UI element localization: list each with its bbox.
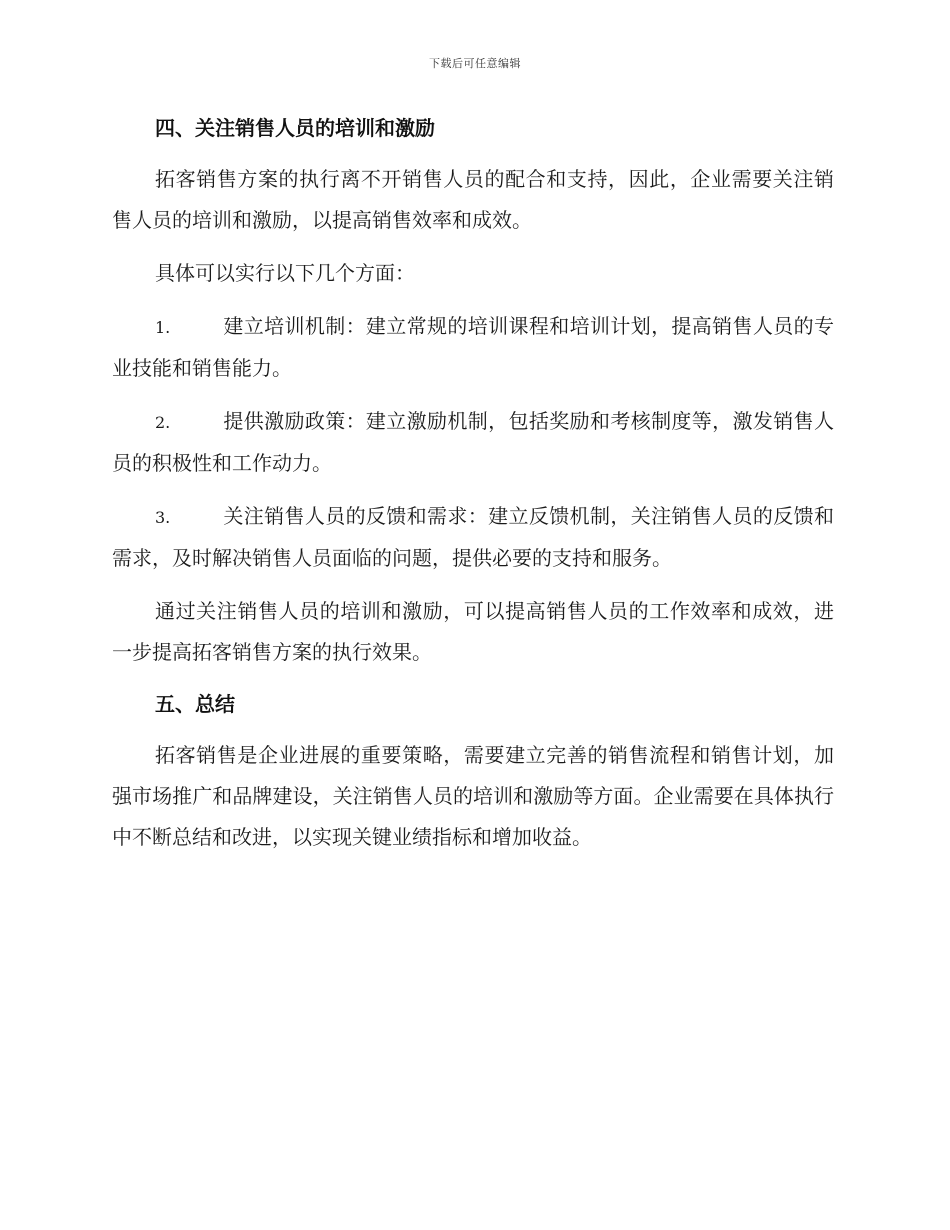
header-note: 下载后可任意编辑 — [429, 57, 521, 70]
section5-heading: 五、总结 — [155, 692, 235, 716]
list-item — [112, 496, 834, 579]
section4-intro: 拓客销售方案的执行离不开销售人员的配合和支持，因此，企业需要关注销售人员的培训和激励，以提高销售效率和成效。 — [112, 167, 834, 232]
list-item-number: 3. — [155, 508, 171, 527]
document-body — [112, 109, 834, 870]
section4-conclusion: 通过关注销售人员的培训和激励，可以提高销售人员的工作效率和成效，进一步提高拓客销售方案的执行效果。 — [112, 599, 834, 664]
list-item-text: 提供激励政策：建立激励机制，包括奖励和考核制度等，激发销售人员的积极性和工作动力。 — [112, 409, 834, 475]
list-item — [112, 306, 834, 389]
section4-lead: 具体可以实行以下几个方面： — [155, 261, 415, 285]
section5-body: 拓客销售是企业进展的重要策略，需要建立完善的销售流程和销售计划，加强市场推广和品牌建设，关注销售人员的培训和激励等方面。企业需要在具体执行中不断总结和改进，以实现关键业绩指标和增加收益。 — [112, 743, 834, 849]
section4-heading: 四、关注销售人员的培训和激励 — [155, 116, 435, 140]
list-item-text: 关注销售人员的反馈和需求：建立反馈机制，关注销售人员的反馈和需求，及时解决销售人员面临的问题，提供必要的支持和服务。 — [112, 504, 834, 570]
list-item-text: 建立培训机制：建立常规的培训课程和培训计划，提高销售人员的专业技能和销售能力。 — [112, 314, 834, 380]
list-item-number: 1. — [155, 318, 171, 337]
list-item — [112, 401, 834, 484]
list-item-number: 2. — [155, 413, 171, 432]
